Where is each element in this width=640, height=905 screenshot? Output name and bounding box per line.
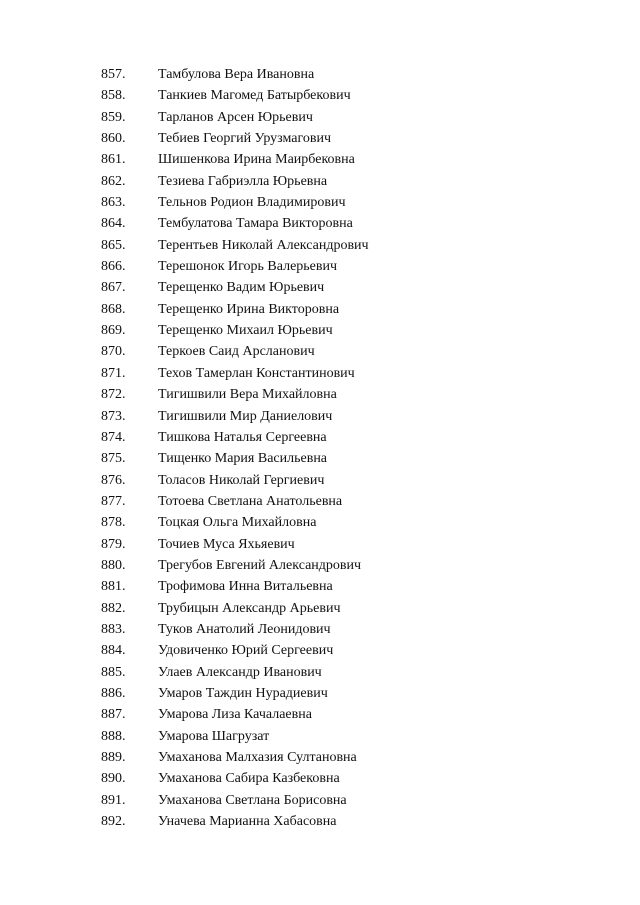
- entry-number: 870.: [101, 344, 126, 360]
- entry-number: 875.: [101, 451, 126, 467]
- list-item: [101, 470, 601, 491]
- entry-number: 890.: [101, 771, 126, 787]
- entry-name: Удовиченко Юрий Сергеевич: [158, 643, 334, 659]
- entry-name: Тельнов Родион Владимирович: [158, 195, 346, 211]
- entry-number: 874.: [101, 429, 126, 445]
- entry-name: Тигишвили Вера Михайловна: [158, 387, 337, 403]
- entry-name: Точиев Муса Яхьяевич: [158, 536, 295, 552]
- entry-number: 888.: [101, 728, 126, 744]
- entry-name: Тоцкая Ольга Михайловна: [158, 515, 317, 531]
- entry-number: 867.: [101, 280, 126, 296]
- entry-name: Умарова Лиза Качалаевна: [158, 707, 312, 723]
- entry-name: Умарова Шагрузат: [158, 728, 270, 744]
- list-item: [101, 256, 601, 277]
- entry-name: Терещенко Ирина Викторовна: [158, 301, 340, 317]
- entry-name: Трофимова Инна Витальевна: [158, 579, 333, 595]
- entry-number: 879.: [101, 536, 126, 552]
- list-item: [101, 107, 601, 128]
- entry-number: 882.: [101, 600, 126, 616]
- list-item: [101, 448, 601, 469]
- list-item: [101, 747, 601, 768]
- list-item: [101, 277, 601, 298]
- list-item: [101, 128, 601, 149]
- entry-number: 858.: [101, 88, 126, 104]
- entry-number: 891.: [101, 792, 126, 808]
- entry-name: Умаров Таждин Нурадиевич: [158, 685, 328, 701]
- entry-number: 889.: [101, 750, 126, 765]
- entry-name: Техов Тамерлан Константинович: [158, 365, 355, 381]
- entry-name: Умаханова Малхазия Султановна: [158, 750, 357, 765]
- entry-number: 871.: [101, 365, 126, 381]
- entry-name: Трубицын Александр Арьевич: [158, 600, 341, 616]
- list-item: [101, 811, 601, 832]
- entry-number: 872.: [101, 387, 126, 403]
- entry-name: Умаханова Сабира Казбековна: [158, 771, 340, 787]
- entry-name: Шишенкова Ирина Маирбековна: [158, 152, 355, 168]
- entry-name: Тарланов Арсен Юрьевич: [158, 109, 313, 125]
- entry-name: Тебиев Георгий Урузмагович: [158, 131, 331, 147]
- entry-name: Тишкова Наталья Сергеевна: [158, 429, 327, 445]
- entry-number: 881.: [101, 579, 126, 595]
- entry-name: Толасов Николай Гергиевич: [158, 472, 325, 488]
- entry-number: 886.: [101, 685, 126, 701]
- list-item: [101, 704, 601, 725]
- entry-number: 863.: [101, 195, 126, 211]
- list-item: [101, 192, 601, 213]
- entry-name: Тезиева Габриэлла Юрьевна: [158, 173, 328, 189]
- entry-number: 859.: [101, 109, 126, 125]
- list-item: [101, 64, 601, 85]
- entry-number: 865.: [101, 237, 126, 253]
- entry-number: 892.: [101, 814, 126, 830]
- list-item: [101, 406, 601, 427]
- list-item: [101, 512, 601, 533]
- entry-number: 880.: [101, 557, 126, 573]
- entry-name: Тамбулова Вера Ивановна: [158, 67, 315, 82]
- entry-number: 868.: [101, 301, 126, 317]
- list-item: [101, 619, 601, 640]
- list-item: [101, 790, 601, 811]
- list-item: [101, 683, 601, 704]
- list-item: [101, 85, 601, 106]
- entry-number: 887.: [101, 707, 126, 723]
- entry-name: Тотоева Светлана Анатольевна: [158, 493, 343, 509]
- list-item: [101, 662, 601, 683]
- entry-number: 876.: [101, 472, 126, 488]
- entry-number: 884.: [101, 643, 126, 659]
- entry-number: 860.: [101, 131, 126, 147]
- entry-number: 857.: [101, 67, 126, 82]
- list-item: [101, 640, 601, 661]
- entry-number: 869.: [101, 323, 126, 339]
- entry-name: Умаханова Светлана Борисовна: [158, 792, 347, 808]
- list-item: [101, 491, 601, 512]
- entry-number: 878.: [101, 515, 126, 531]
- list-item: [101, 341, 601, 362]
- entry-name: Терещенко Михаил Юрьевич: [158, 323, 333, 339]
- list-item: [101, 235, 601, 256]
- entry-number: 877.: [101, 493, 126, 509]
- list-item: [101, 213, 601, 234]
- entry-name: Теркоев Саид Арсланович: [158, 344, 315, 360]
- list-item: [101, 149, 601, 170]
- entry-name: Терентьев Николай Александрович: [158, 237, 369, 253]
- entry-name: Терешонок Игорь Валерьевич: [158, 259, 338, 275]
- entry-name: Трегубов Евгений Александрович: [158, 557, 362, 573]
- list-item: [101, 363, 601, 384]
- list-item: [101, 576, 601, 597]
- entry-number: 885.: [101, 664, 126, 680]
- entry-name: Тигишвили Мир Даниелович: [158, 408, 333, 424]
- entry-number: 862.: [101, 173, 126, 189]
- entry-name: Терещенко Вадим Юрьевич: [158, 280, 325, 296]
- list-item: [101, 171, 601, 192]
- entry-name: Улаев Александр Иванович: [158, 664, 322, 680]
- name-list: [101, 64, 601, 832]
- entry-number: 873.: [101, 408, 126, 424]
- entry-number: 866.: [101, 259, 126, 275]
- entry-number: 861.: [101, 152, 126, 168]
- list-item: [101, 768, 601, 789]
- entry-name: Танкиев Магомед Батырбекович: [158, 88, 351, 104]
- list-item: [101, 726, 601, 747]
- entry-name: Уначева Марианна Хабасовна: [158, 814, 337, 830]
- list-item: [101, 320, 601, 341]
- list-item: [101, 598, 601, 619]
- list-item: [101, 534, 601, 555]
- list-item: [101, 555, 601, 576]
- entry-name: Тембулатова Тамара Викторовна: [158, 216, 353, 232]
- entry-number: 883.: [101, 621, 126, 637]
- list-item: [101, 299, 601, 320]
- entry-number: 864.: [101, 216, 126, 232]
- entry-name: Туков Анатолий Леонидович: [158, 621, 331, 637]
- list-item: [101, 427, 601, 448]
- list-item: [101, 384, 601, 405]
- entry-name: Тищенко Мария Васильевна: [158, 451, 328, 467]
